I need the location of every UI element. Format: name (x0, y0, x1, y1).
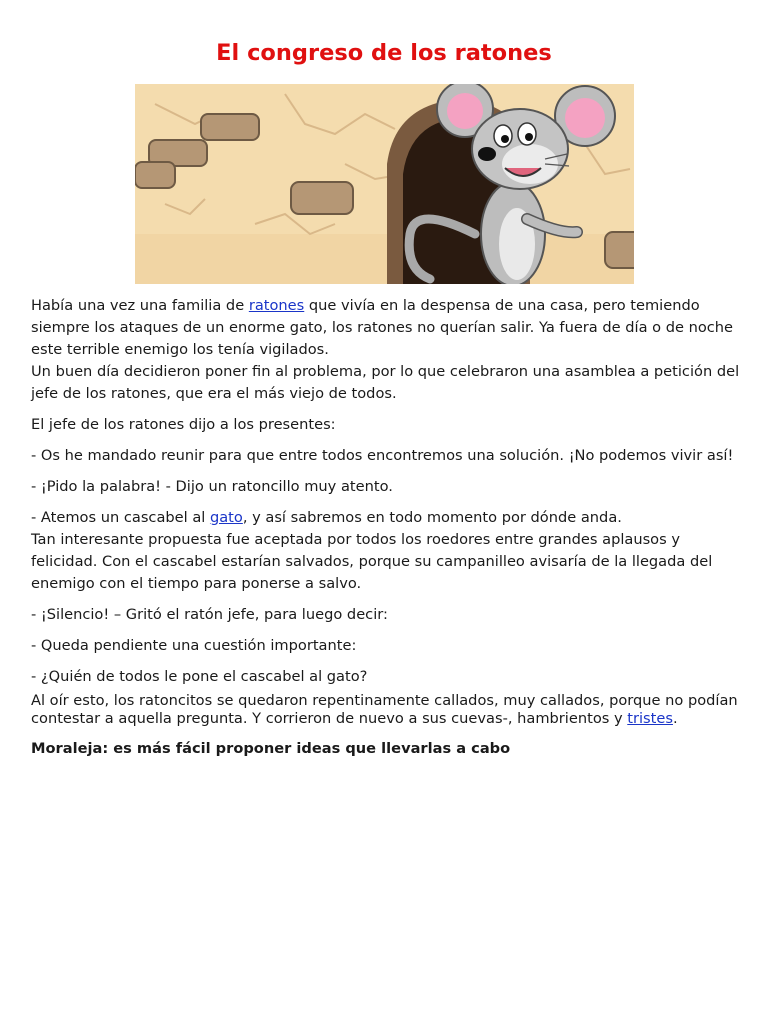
text-span: . (672, 709, 678, 727)
paragraph-intro-2: Un buen día decidieron poner fin al problema, por lo que celebraron una asamblea a petición del jefe de los ratones, que era el más viejo de todos. (31, 363, 740, 402)
paragraph-reunion: - Os he mandado reunir para que entre todos encontremos una solución. ¡No podemos vivir así! (31, 447, 734, 464)
paragraph-final (31, 692, 741, 727)
page-title: El congreso de los ratones (216, 40, 552, 66)
paragraph-jefe: El jefe de los ratones dijo a los presentes: (31, 416, 336, 433)
paragraph-intro (31, 295, 741, 361)
paragraph-cascabel (31, 507, 741, 529)
text-span: Al oír esto, los ratoncitos se quedaron repentinamente callados, muy callados, porque no podían contestar a aquella pregunta. Y corrieron de nuevo a sus cuevas-, hambrientos y (31, 692, 738, 727)
link-gato[interactable]: gato (209, 509, 243, 526)
moral-text: Moraleja: es más fácil proponer ideas que llevarlas a cabo (31, 740, 511, 757)
text-span: Había una vez una familia de (31, 297, 249, 314)
paragraph-cuestion: - Queda pendiente una cuestión importante: (31, 637, 357, 654)
link-tristes[interactable]: tristes (627, 709, 673, 727)
link-ratones[interactable]: ratones (248, 297, 305, 314)
paragraph-pido: - ¡Pido la palabra! - Dijo un ratoncillo muy atento. (31, 478, 393, 495)
story-body (31, 295, 741, 760)
paragraph-propuesta: Tan interesante propuesta fue aceptada por todos los roedores entre grandes aplausos y felicidad. Con el cascabel estarían salvados, porque su campanilleo avisaría de la llegada del enemigo con el tiempo para ponerse a salvo. (31, 531, 713, 592)
text-span: que vivía en la despensa de una casa, pero temiendo siempre los ataques de un enorme gato, los ratones no querían salir. Ya fuera de día o de noche este terrible enemigo los tenía vigilados. (31, 297, 734, 358)
mouse-illustration (135, 84, 634, 284)
text-span: , y así sabremos en todo momento por dónde anda. (242, 509, 622, 526)
paragraph-silencio: - ¡Silencio! – Gritó el ratón jefe, para luego decir: (31, 606, 388, 623)
paragraph-quien: - ¿Quién de todos le pone el cascabel al gato? (31, 668, 368, 685)
text-span: - Atemos un cascabel al (31, 509, 210, 526)
